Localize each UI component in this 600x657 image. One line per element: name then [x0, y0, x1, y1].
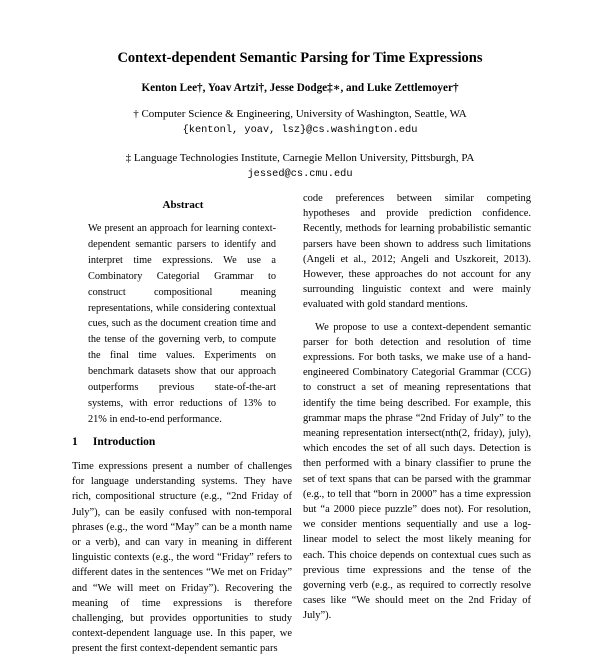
author-list: Kenton Lee†, Yoav Artzi†, Jesse Dodge‡∗, and Luke Zettlemoyer†	[141, 82, 459, 94]
affiliation-uw	[0, 106, 600, 138]
paper-title: Context-dependent Semantic Parsing for Time Expressions	[117, 50, 483, 66]
section-title: Introduction	[92, 436, 156, 448]
abstract-text: We present an approach for learning context-dependent semantic parsers to identify and interpret time expressions. We use a Combinatory Categorial Grammar to construct compositional meaning representations, while considering contextual cues, such as the document creation time and the tense of the governing verb, to compute the final time values. Experiments on benchmark datasets show that our approach outperforms previous state-of-the-art systems, with error reductions of 13% to 21% in end-to-end performance.	[88, 223, 276, 425]
right-paragraph-1: code preferences between similar competing hypotheses and provide prediction confidence. Recently, methods for learning probabilistic semantic parsers have been shown to address such limitations (Angeli et al., 2012; Angeli and Uszkoreit, 2013). However, these approaches do not account for any surrounding linguistic context and were mainly evaluated with gold standard mentions.	[303, 193, 531, 311]
section-heading-introduction	[72, 436, 155, 448]
affiliation-cmu-line: ‡ Language Technologies Institute, Carnegie Mellon University, Pittsburgh, PA	[125, 152, 475, 164]
intro-column-right	[303, 191, 531, 624]
abstract-heading: Abstract	[162, 199, 204, 211]
affiliation-cmu	[0, 150, 600, 182]
affiliation-cmu-email: jessed@cs.cmu.edu	[247, 168, 353, 180]
intro-column-left	[72, 459, 292, 657]
affiliation-uw-line: † Computer Science & Engineering, University of Washington, Seattle, WA	[133, 108, 467, 120]
section-number: 1	[72, 436, 78, 448]
intro-paragraph-1: Time expressions present a number of challenges for language understanding systems. They have rich, compositional structure (e.g., “2nd Friday of July”), can be easily confused with non-temporal phrases (e.g., the word “May” can be a month name or a verb), and can vary in meaning in different linguistic contexts (e.g., the word “Friday” refers to different dates in the sentences “We met on Friday” and “We will meet on Friday”). Recovering the meaning of time expressions is therefore challenging, but provides opportunities to study context-dependent language use. In this paper, we present the first context-dependent semantic pars	[72, 461, 292, 655]
affiliation-uw-email: {kentonl, yoav, lsz}@cs.washington.edu	[182, 124, 418, 136]
right-paragraph-2: We propose to use a context-dependent semantic parser for both detection and resolution of time expressions. For both tasks, we make use of a hand-engineered Combinatory Categorial Grammar (CCG) to construct a set of meaning representations that identify the time being described. For example, this grammar maps the phrase “2nd Friday of July” to the meaning representation intersect(nth(2, friday), july), which encodes the set of all such days. Detection is then performed with a binary classifier to prune the set of text spans that can be parsed with the grammar (e.g., to tell that “born in 2000” has a time expression but “a 2000 piece puzzle” does not). For resolution, we consider mentions sequentially and use a log-linear model to select the most likely meaning for each. This choice depends on contextual cues such as previous time expressions and the tense of the governing verb (e.g., as required to correctly resolve cases like “We should meet on the 2nd Friday of July”).	[303, 321, 531, 622]
